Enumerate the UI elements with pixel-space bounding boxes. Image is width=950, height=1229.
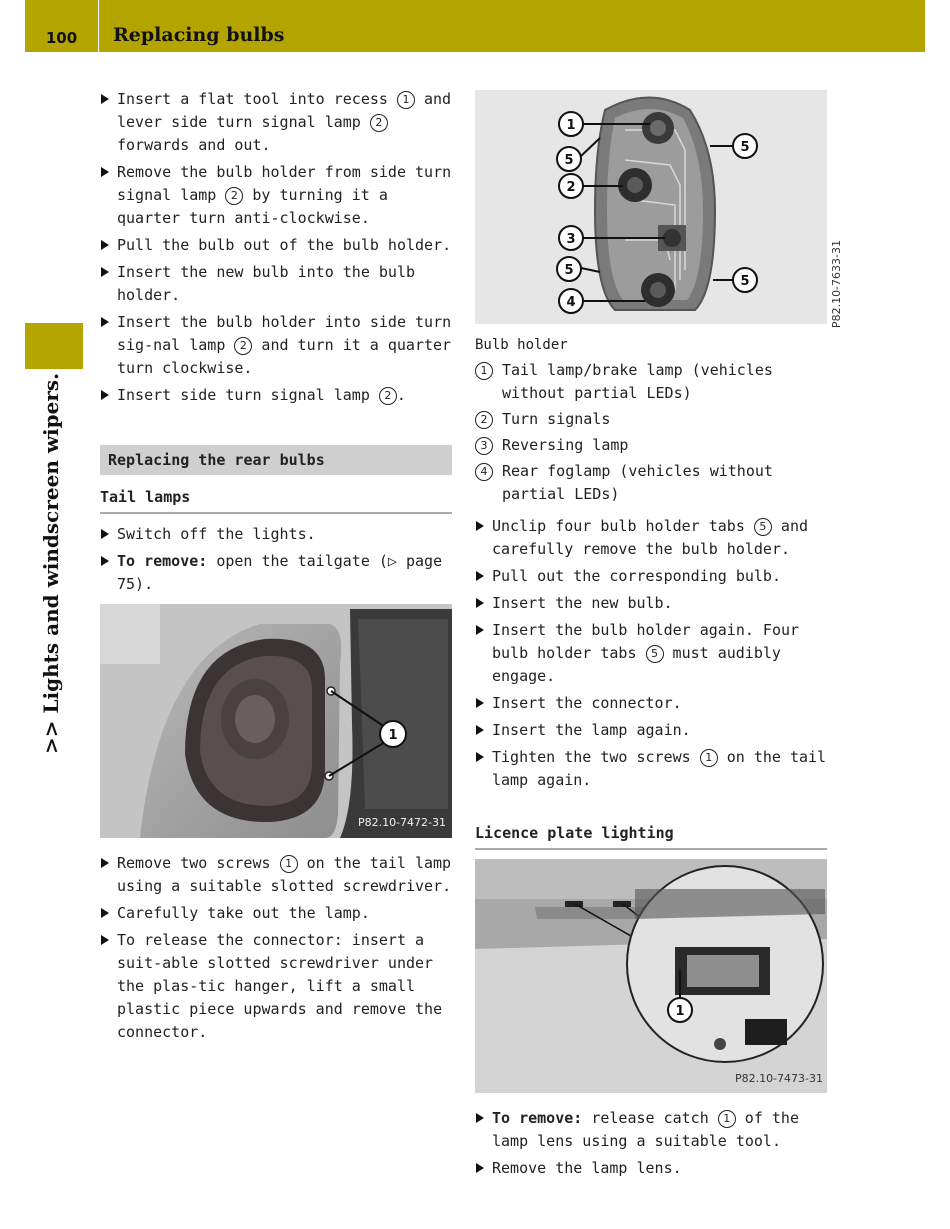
left-column — [100, 88, 452, 1048]
step-5 — [475, 692, 827, 715]
figure-legend — [475, 359, 827, 506]
callout-number-icon: 1 — [475, 362, 493, 380]
step-2 — [475, 565, 827, 588]
legend-text: Rear foglamp (vehicles without partial LEDs) — [502, 462, 773, 503]
step-open-tailgate — [100, 550, 452, 596]
bullet-triangle-icon — [101, 935, 109, 945]
step-text: and lever side turn signal lamp — [117, 90, 452, 131]
step-text: . — [396, 386, 406, 404]
figure2-callout-2: 2 — [566, 180, 576, 195]
step-switch-off — [100, 523, 452, 546]
callout-number-icon: 2 — [234, 337, 252, 355]
figure2-callout-3: 3 — [566, 232, 576, 247]
step-text: must audibly engage. — [492, 644, 781, 685]
figure2-callout-4: 4 — [566, 295, 576, 310]
bullet-triangle-icon — [476, 1163, 484, 1173]
bullet-triangle-icon — [101, 167, 109, 177]
callout-number-icon: 1 — [397, 91, 415, 109]
steps-list-side-turn-signal — [100, 88, 452, 407]
figure3-callout: 1 — [675, 1004, 685, 1019]
bullet-triangle-icon — [101, 556, 109, 566]
legend-item — [475, 460, 827, 506]
page-number: 100 — [25, 0, 99, 52]
callout-number-icon: 1 — [700, 749, 718, 767]
step-text: Insert a flat tool into recess — [117, 90, 397, 108]
step-2 — [100, 161, 452, 230]
step-bold-label: To remove: — [117, 552, 208, 570]
legend-text: Turn signals — [502, 410, 611, 428]
callout-number-icon: 5 — [646, 645, 664, 663]
figure2-callout-1: 1 — [566, 118, 576, 133]
figure-bulb-holder — [475, 90, 843, 329]
step-text: To release the connector: insert a suit-able slotted screwdriver under the plas-tic hanger, lift a small plastic piece upwards and remove the connector. — [117, 931, 443, 1041]
tail-lamp-illustration — [100, 604, 452, 838]
bullet-triangle-icon — [101, 908, 109, 918]
callout-number-icon: 5 — [754, 518, 772, 536]
step-text: Remove the bulb holder from side turn signal lamp — [117, 163, 452, 204]
step-text: Pull out the corresponding bulb. — [492, 567, 781, 585]
step-text: and turn it a quarter turn clockwise. — [117, 336, 452, 377]
bullet-triangle-icon — [101, 317, 109, 327]
figure2-callout-5b: 5 — [564, 263, 574, 278]
step-text: Insert the bulb holder again. Four bulb holder tabs — [492, 621, 800, 662]
step-4 — [100, 261, 452, 307]
figure2-callout-5c: 5 — [740, 140, 750, 155]
step-3 — [475, 592, 827, 615]
step-7 — [475, 746, 827, 792]
step-text: Switch off the lights. — [117, 525, 316, 543]
callout-number-icon: 2 — [370, 114, 388, 132]
callout-number-icon: 2 — [379, 387, 397, 405]
legend-text: Tail lamp/brake lamp (vehicles without partial LEDs) — [502, 361, 773, 402]
step-text: release catch — [582, 1109, 718, 1127]
step-1 — [100, 852, 452, 898]
bulb-holder-illustration — [475, 90, 827, 324]
callout-number-icon: 4 — [475, 463, 493, 481]
step-text: and carefully remove the bulb holder. — [492, 517, 809, 558]
subsection-heading-tail-lamps: Tail lamps — [100, 486, 452, 514]
legend-item — [475, 359, 827, 405]
step-text: Insert the lamp again. — [492, 721, 691, 739]
callout-number-icon: 2 — [225, 187, 243, 205]
figure2-callout-5d: 5 — [740, 274, 750, 289]
steps-list-bulb-holder — [475, 515, 827, 792]
step-4 — [475, 619, 827, 688]
step-text: on the tail lamp using a suitable slotted screwdriver. — [117, 854, 452, 895]
step-text: Insert the bulb holder into side turn sig-nal lamp — [117, 313, 452, 354]
figure-code: P82.10-7633-31 — [830, 240, 843, 329]
bullet-triangle-icon — [476, 521, 484, 531]
bullet-triangle-icon — [476, 752, 484, 762]
bullet-triangle-icon — [476, 625, 484, 635]
step-release-catch — [475, 1107, 827, 1153]
step-text: Insert the new bulb into the bulb holder. — [117, 263, 416, 304]
licence-plate-illustration — [475, 859, 827, 1093]
step-5 — [100, 311, 452, 380]
callout-number-icon: 2 — [475, 411, 493, 429]
step-text: by turning it a quarter turn anti-clockwise. — [117, 186, 388, 227]
step-bold-label: To remove: — [492, 1109, 583, 1127]
step-text: Insert the connector. — [492, 694, 682, 712]
bullet-triangle-icon — [101, 240, 109, 250]
step-3 — [100, 234, 452, 257]
step-text: Pull the bulb out of the bulb holder. — [117, 236, 452, 254]
step-2 — [100, 902, 452, 925]
figure-caption: Bulb holder — [475, 337, 568, 353]
bullet-triangle-icon — [476, 598, 484, 608]
step-6 — [100, 384, 452, 407]
step-text: Carefully take out the lamp. — [117, 904, 370, 922]
step-text: Unclip four bulb holder tabs — [492, 517, 754, 535]
step-text: Insert the new bulb. — [492, 594, 673, 612]
figure-code: P82.10-7472-31 — [357, 816, 446, 829]
callout-number-icon: 1 — [280, 855, 298, 873]
step-remove-lens — [475, 1157, 827, 1180]
subsection-heading-licence-plate: Licence plate lighting — [475, 822, 827, 850]
legend-text: Reversing lamp — [502, 436, 629, 454]
step-text: Remove two screws — [117, 854, 280, 872]
step-text: Insert side turn signal lamp — [117, 386, 379, 404]
steps-list-remove-tail-lamp — [100, 852, 452, 1044]
figure-tail-lamp — [100, 604, 452, 838]
step-1 — [475, 515, 827, 561]
callout-number-icon: 1 — [718, 1110, 736, 1128]
step-1 — [100, 88, 452, 157]
bullet-triangle-icon — [476, 571, 484, 581]
bullet-triangle-icon — [101, 390, 109, 400]
chapter-side-label-text: >> Lights and windscreen wipers. — [39, 372, 63, 754]
step-text: Remove the lamp lens. — [492, 1159, 682, 1177]
step-text: of the lamp lens using a suitable tool. — [492, 1109, 799, 1150]
bullet-triangle-icon — [101, 529, 109, 539]
bullet-triangle-icon — [476, 725, 484, 735]
step-3 — [100, 929, 452, 1044]
figure-code: P82.10-7473-31 — [734, 1072, 823, 1085]
callout-number-icon: 3 — [475, 437, 493, 455]
figure-licence-plate-lamp — [475, 859, 827, 1093]
bullet-triangle-icon — [476, 1113, 484, 1123]
step-text: forwards and out. — [117, 136, 271, 154]
legend-item — [475, 408, 827, 431]
figure2-callout-5a: 5 — [564, 153, 574, 168]
bullet-triangle-icon — [101, 858, 109, 868]
right-column — [475, 88, 843, 1184]
chapter-tab-marker — [25, 323, 83, 369]
figure1-callout: 1 — [388, 728, 398, 743]
page-header — [25, 0, 925, 52]
bullet-triangle-icon — [101, 267, 109, 277]
bullet-triangle-icon — [476, 698, 484, 708]
legend-item — [475, 434, 827, 457]
step-text: Tighten the two screws — [492, 748, 700, 766]
bullet-triangle-icon — [101, 94, 109, 104]
section-heading-rear-bulbs: Replacing the rear bulbs — [100, 445, 452, 475]
step-text: open the tailgate (▷ page 75). — [117, 552, 443, 593]
page-title: Replacing bulbs — [113, 24, 285, 46]
step-6 — [475, 719, 827, 742]
step-text: on the tail lamp again. — [492, 748, 827, 789]
